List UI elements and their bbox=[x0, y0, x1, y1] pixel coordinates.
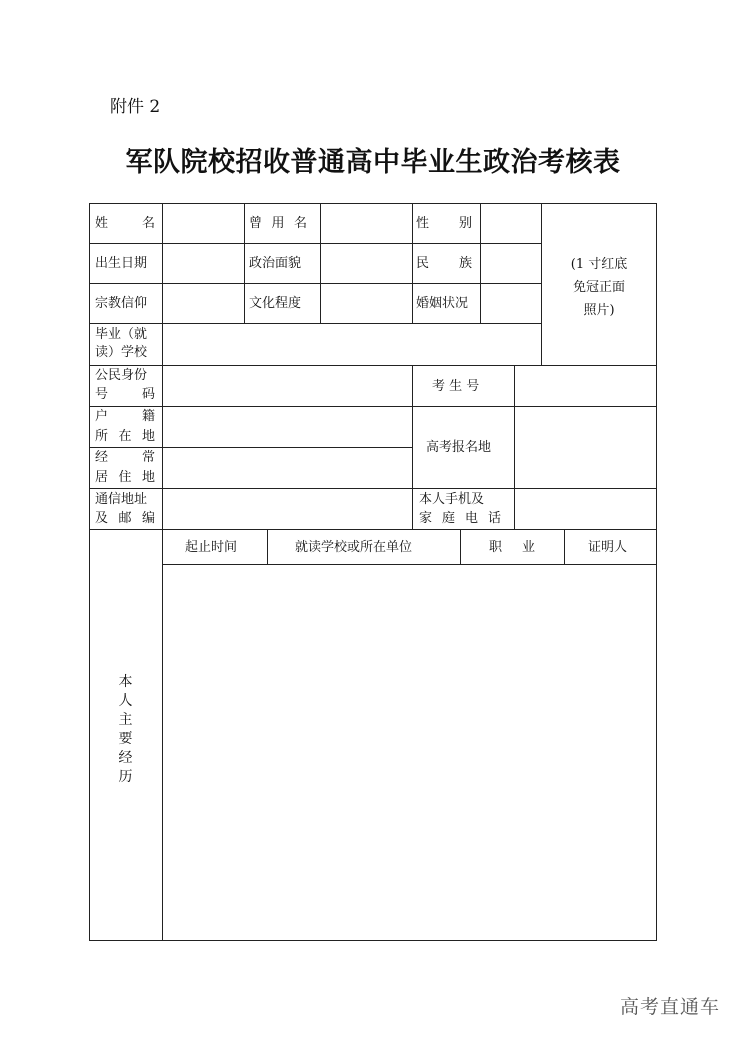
phone-label-line-2: 家 庭 电 话 bbox=[419, 511, 501, 526]
column-line bbox=[162, 203, 163, 941]
table-border-top bbox=[89, 203, 657, 204]
education-label: 文化程度 bbox=[249, 296, 302, 311]
gender-label: 性 别 bbox=[416, 216, 472, 231]
row-line bbox=[89, 488, 657, 489]
former-name-label: 曾 用 名 bbox=[249, 216, 307, 231]
photo-placeholder bbox=[541, 253, 657, 322]
column-line bbox=[460, 529, 461, 564]
residence-label-line-2: 居 住 地 bbox=[95, 470, 155, 485]
exam-number-label: 考 生 号 bbox=[432, 379, 480, 394]
row-line bbox=[89, 283, 541, 284]
photo-note-line-3: 照片) bbox=[583, 303, 615, 318]
witness-header: 证明人 bbox=[588, 540, 628, 555]
column-line bbox=[514, 365, 515, 529]
hukou-label-line-2: 所 在 地 bbox=[95, 429, 155, 444]
column-line bbox=[480, 203, 481, 323]
row-line bbox=[162, 564, 657, 565]
address-label-line-1: 通信地址 bbox=[95, 492, 148, 507]
column-line bbox=[320, 203, 321, 323]
id-number-label-line-2: 号 码 bbox=[95, 387, 155, 402]
attachment-label: 附件 2 bbox=[110, 97, 161, 117]
school-or-unit-header: 就读学校或所在单位 bbox=[295, 540, 413, 555]
political-status-label: 政治面貌 bbox=[249, 256, 302, 271]
row-line bbox=[89, 323, 541, 324]
id-number-label-line-1: 公民身份 bbox=[95, 368, 148, 383]
row-line bbox=[89, 243, 541, 244]
school-label-line-2: 读）学校 bbox=[95, 345, 148, 360]
table-border-bottom bbox=[89, 940, 657, 941]
ethnicity-label: 民 族 bbox=[416, 256, 472, 271]
row-line bbox=[89, 365, 657, 366]
row-line bbox=[89, 529, 657, 530]
address-label-line-2: 及 邮 编 bbox=[95, 511, 155, 526]
marital-status-label: 婚姻状况 bbox=[416, 296, 469, 311]
column-line bbox=[412, 203, 413, 323]
table-border-left bbox=[89, 203, 90, 941]
birth-date-label: 出生日期 bbox=[95, 256, 148, 271]
watermark: 高考直通车 bbox=[619, 996, 720, 1018]
form-title: 军队院校招收普通高中毕业生政治考核表 bbox=[125, 147, 621, 178]
exam-place-label: 高考报名地 bbox=[426, 440, 492, 455]
experience-label: 本 人 主 要 经 历 bbox=[118, 674, 133, 785]
residence-label-line-1: 经 常 bbox=[95, 450, 155, 465]
school-label-line-1: 毕业（就 bbox=[95, 327, 148, 342]
hukou-label-line-1: 户 籍 bbox=[95, 409, 155, 424]
column-line bbox=[267, 529, 268, 564]
row-line bbox=[89, 406, 657, 407]
photo-note-line-2: 免冠正面 bbox=[572, 280, 625, 295]
column-line bbox=[412, 365, 413, 529]
phone-label-line-1: 本人手机及 bbox=[419, 492, 485, 507]
column-line bbox=[564, 529, 565, 564]
row-line bbox=[89, 447, 412, 448]
political-review-form bbox=[89, 203, 657, 941]
photo-note-line-1: (1 寸红底 bbox=[570, 257, 628, 272]
occupation-header: 职 业 bbox=[489, 540, 535, 555]
column-line bbox=[244, 203, 245, 323]
name-label: 姓 名 bbox=[95, 216, 155, 231]
period-header: 起止时间 bbox=[185, 540, 238, 555]
religion-label: 宗教信仰 bbox=[95, 296, 148, 311]
